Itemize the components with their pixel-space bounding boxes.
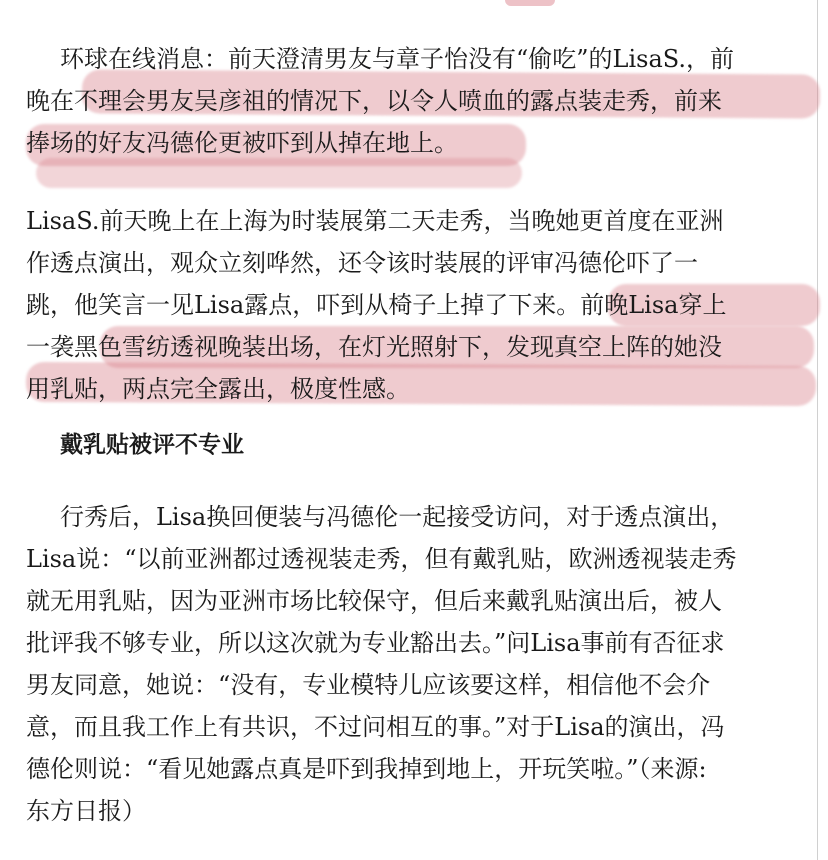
text-line: 东方日报） bbox=[26, 797, 146, 825]
text-line: 晚在不理会男友吴彦祖的情况下，以令人喷血的露点装走秀，前来 bbox=[26, 87, 722, 115]
highlight-smear-top bbox=[505, 0, 555, 6]
text-line: 德伦则说：“看见她露点真是吓到我掉到地上，开玩笑啦。”（来源: bbox=[26, 755, 707, 783]
page-edge-divider bbox=[817, 0, 818, 860]
text-line: Lisa说：“以前亚洲都过透视装走秀，但有戴乳贴，欧洲透视装走秀 bbox=[26, 545, 737, 573]
text-line: 用乳贴，两点完全露出，极度性感。 bbox=[26, 375, 410, 403]
text-line: 就无用乳贴，因为亚洲市场比较保守，但后来戴乳贴演出后，被人 bbox=[26, 587, 722, 615]
text-line: 捧场的好友冯德伦更被吓到从掉在地上。 bbox=[26, 129, 458, 157]
article-paragraph-3 bbox=[26, 496, 816, 832]
text-line: 批评我不够专业，所以这次就为专业豁出去。”问Lisa事前有否征求 bbox=[26, 629, 725, 657]
text-line: 行秀后，Lisa换回便装与冯德伦一起接受访问，对于透点演出， bbox=[60, 503, 735, 531]
article-paragraph-2 bbox=[26, 200, 816, 410]
article-paragraph-1 bbox=[26, 38, 816, 164]
text-line: 跳，他笑言一见Lisa露点，吓到从椅子上掉了下来。前晚Lisa穿上 bbox=[26, 291, 727, 319]
text-line: 意，而且我工作上有共识，不过问相互的事。”对于Lisa的演出，冯 bbox=[26, 713, 725, 741]
text-line: 作透点演出，观众立刻哗然，还令该时装展的评审冯德伦吓了一 bbox=[26, 249, 698, 277]
text-line: 一袭黑色雪纺透视晚装出场，在灯光照射下，发现真空上阵的她没 bbox=[26, 333, 722, 361]
text-line: 环球在线消息：前天澄清男友与章子怡没有“偷吃”的LisaS.，前 bbox=[60, 45, 734, 73]
section-heading: 戴乳贴被评不专业 bbox=[60, 432, 244, 458]
text-line: 男友同意，她说：“没有，专业模特儿应该要这样，相信他不会介 bbox=[26, 671, 711, 699]
text-line: LisaS.前天晚上在上海为时装展第二天走秀，当晚她更首度在亚洲 bbox=[26, 207, 724, 235]
